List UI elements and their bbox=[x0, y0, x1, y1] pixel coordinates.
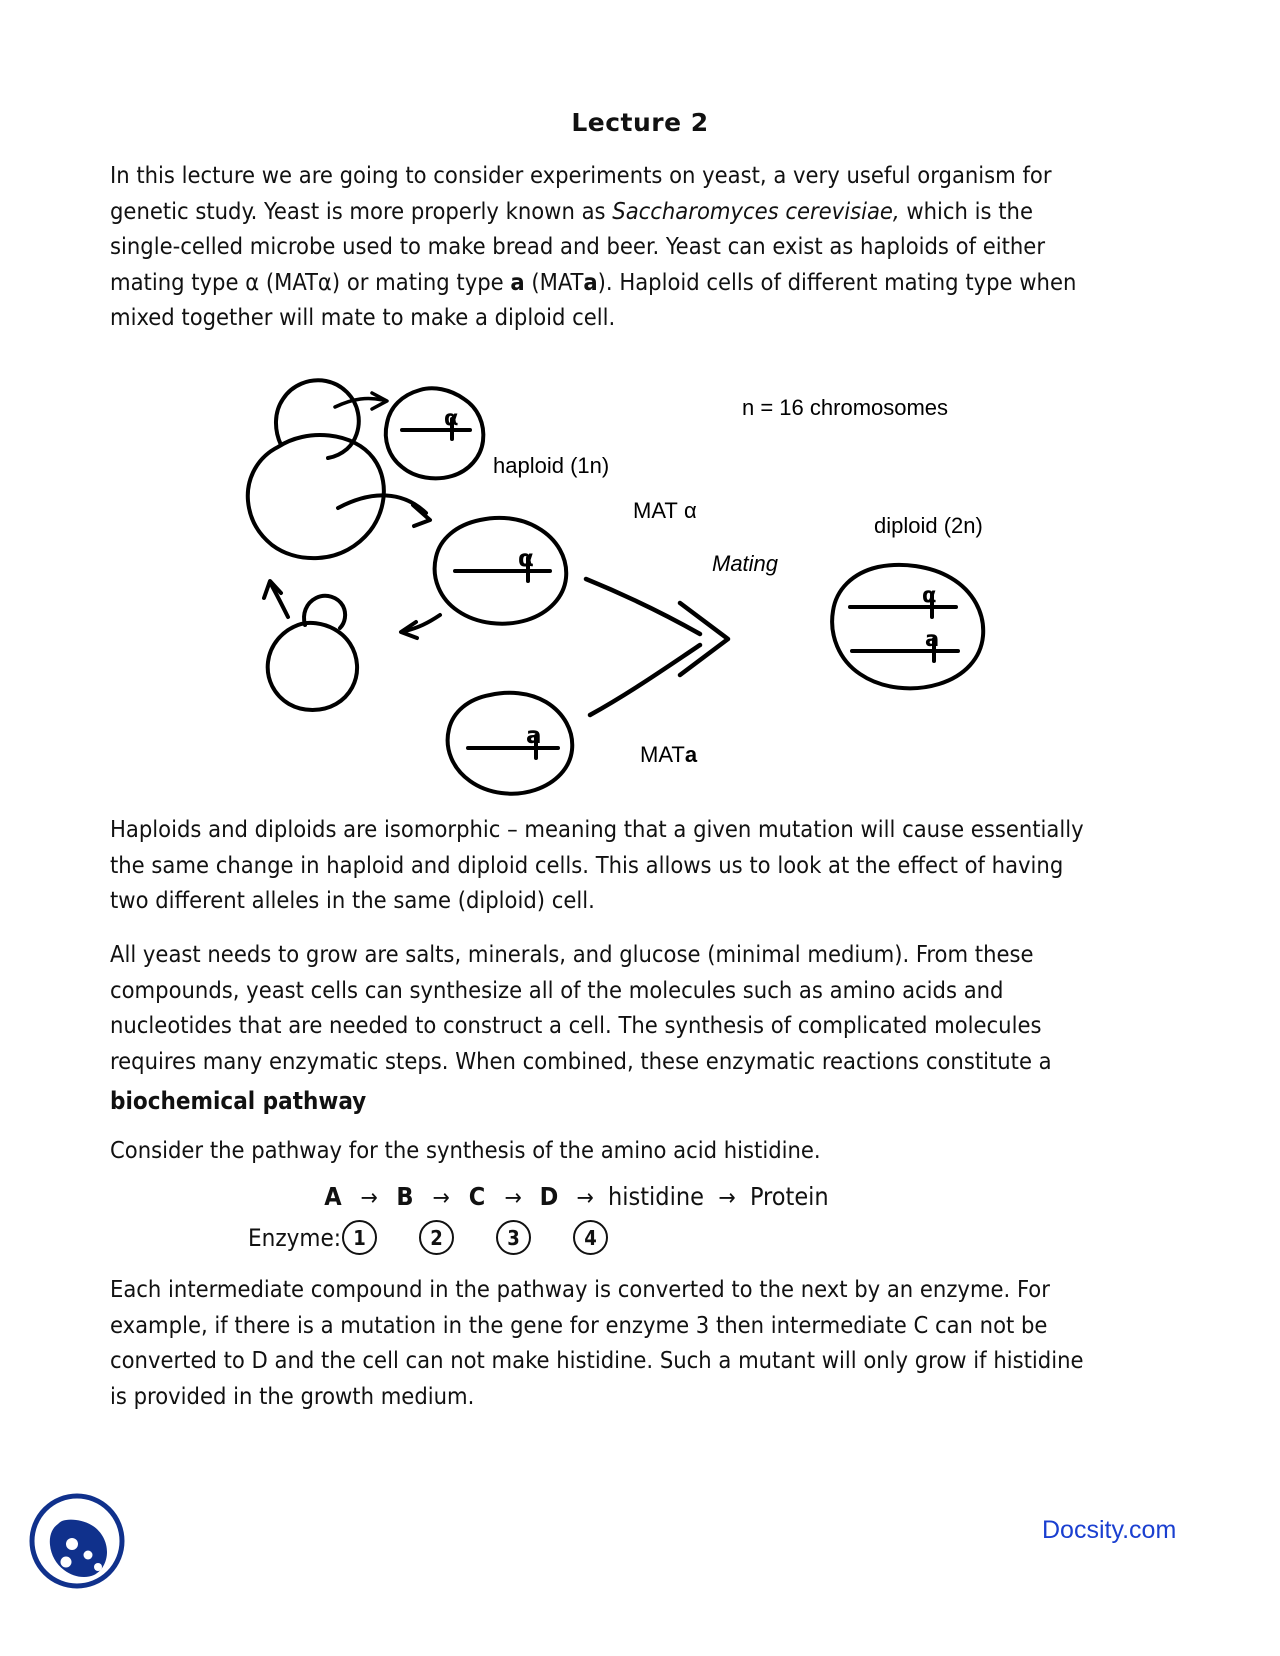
small-cell-outline bbox=[268, 623, 357, 710]
intro-text-1: In this lecture we are going to consider experiments on yeast, a very useful organism for genetic study. Yeast is more properly known as bbox=[110, 161, 1052, 225]
paragraph-isomorphic: Haploids and diploids are isomorphic – meaning that a given mutation will cause essentially the same change in haploid and diploid cells. This allows us to look at the effect of having two different alleles in the same (diploid) cell. bbox=[110, 815, 1084, 914]
marker-alpha-haploid-top: α bbox=[444, 406, 459, 430]
product-histidine: histidine bbox=[608, 1182, 704, 1211]
pathway-arrow-5: → bbox=[718, 1185, 736, 1211]
marker-alpha-haploid-mid: α bbox=[518, 546, 534, 572]
label-diploid: diploid (2n) bbox=[874, 513, 983, 538]
pathway-arrow-1: → bbox=[360, 1185, 378, 1211]
intro-text-2: which is the single-celled microbe used to make bread and beer. Yeast can exist as haploids of either mating type bbox=[110, 196, 1046, 296]
haploid-cell-top-outline bbox=[386, 388, 484, 478]
mat-a-prefix: MAT bbox=[640, 742, 685, 767]
docsity-logo-icon bbox=[28, 1492, 126, 1590]
mat-alpha-prefix: MAT bbox=[633, 498, 678, 523]
logo-dot-1 bbox=[66, 1538, 78, 1550]
yeast-life-cycle-figure bbox=[150, 345, 1130, 805]
diploid-cell-outline bbox=[832, 565, 983, 688]
pathway-arrow-3: → bbox=[504, 1185, 522, 1211]
pathway-arrow-4: → bbox=[576, 1185, 594, 1211]
paragraph-intro bbox=[110, 158, 1102, 336]
enzyme-label: Enzyme: bbox=[248, 1223, 342, 1252]
label-mat-alpha bbox=[633, 498, 697, 524]
life-cycle-drawing bbox=[150, 345, 1130, 805]
marker-alpha-diploid: α bbox=[922, 583, 937, 607]
docsity-logo-svg bbox=[28, 1492, 126, 1590]
paragraph-growth: All yeast needs to grow are salts, minerals, and glucose (minimal medium). From these compounds, yeast cells can synthesize all of the molecules such as amino acids and nucleotides that are needed to construct a cell. The synthesis of complicated molecules requires many enzymatic steps. When combined, these enzymatic reactions constitute a bbox=[110, 940, 1052, 1075]
mating-arrow-lower bbox=[590, 645, 700, 715]
compound-C: C bbox=[468, 1182, 486, 1211]
enzyme-circle-3: 3 bbox=[496, 1220, 531, 1255]
intro-text-5: (MAT bbox=[524, 267, 584, 296]
mating-type-a-2: a bbox=[583, 267, 598, 296]
logo-dot-4 bbox=[94, 1563, 102, 1571]
paragraph-consider: Consider the pathway for the synthesis of the amino acid histidine. bbox=[110, 1136, 821, 1164]
compound-D: D bbox=[539, 1182, 559, 1211]
histidine-pathway-diagram bbox=[110, 1182, 1110, 1272]
label-mating: Mating bbox=[712, 551, 779, 576]
mating-arrowhead bbox=[680, 603, 728, 675]
marker-a-diploid: a bbox=[925, 627, 940, 651]
enzyme-circle-1: 1 bbox=[342, 1220, 377, 1255]
product-protein: Protein bbox=[749, 1182, 829, 1211]
label-haploid: haploid (1n) bbox=[493, 453, 610, 478]
bud-outline bbox=[276, 380, 359, 458]
haploid-cell-bottom-outline bbox=[448, 693, 573, 794]
intro-text-6: ). Haploid cells of different mating type when mixed together will mate to make a diploid cell. bbox=[110, 267, 1077, 331]
intro-text-4: ) or mating type bbox=[331, 267, 511, 296]
species-name: Saccharomyces cerevisiae, bbox=[612, 196, 900, 225]
enzyme-circle-2: 2 bbox=[419, 1220, 454, 1255]
label-chromosome-count: n = 16 chromosomes bbox=[742, 395, 949, 420]
mating-type-a-1: a bbox=[510, 267, 525, 296]
term-biochemical-pathway: biochemical pathway bbox=[110, 1087, 367, 1115]
marker-a-haploid-bottom: a bbox=[526, 723, 542, 749]
compound-B: B bbox=[396, 1182, 414, 1211]
pathway-arrow-2: → bbox=[432, 1185, 450, 1211]
alpha-symbol-2: α bbox=[317, 267, 332, 296]
logo-dot-3 bbox=[61, 1557, 72, 1568]
alpha-symbol-1: α bbox=[245, 267, 260, 296]
pathway-compound-row bbox=[320, 1182, 829, 1211]
page-title: Lecture 2 bbox=[571, 108, 709, 137]
docsity-site-link[interactable]: Docsity.com bbox=[1042, 1516, 1177, 1544]
mat-a-symbol: a bbox=[684, 742, 698, 767]
enzyme-row bbox=[248, 1220, 608, 1255]
intro-text-3: (MAT bbox=[259, 267, 318, 296]
paragraph-each-intermediate: Each intermediate compound in the pathway is converted to the next by an enzyme. For example, if there is a mutation in the gene for enzyme 3 then intermediate C can not be converted to D and the cell can not make histidine. Such a mutant will only grow if histidine is provided in the growth medium. bbox=[110, 1275, 1084, 1410]
compound-A: A bbox=[324, 1182, 342, 1211]
logo-dot-2 bbox=[84, 1551, 93, 1560]
arrow-to-small-cell bbox=[405, 615, 440, 631]
mat-alpha-symbol: α bbox=[683, 498, 697, 523]
enzyme-circle-4: 4 bbox=[573, 1220, 608, 1255]
label-mat-a bbox=[640, 742, 697, 768]
